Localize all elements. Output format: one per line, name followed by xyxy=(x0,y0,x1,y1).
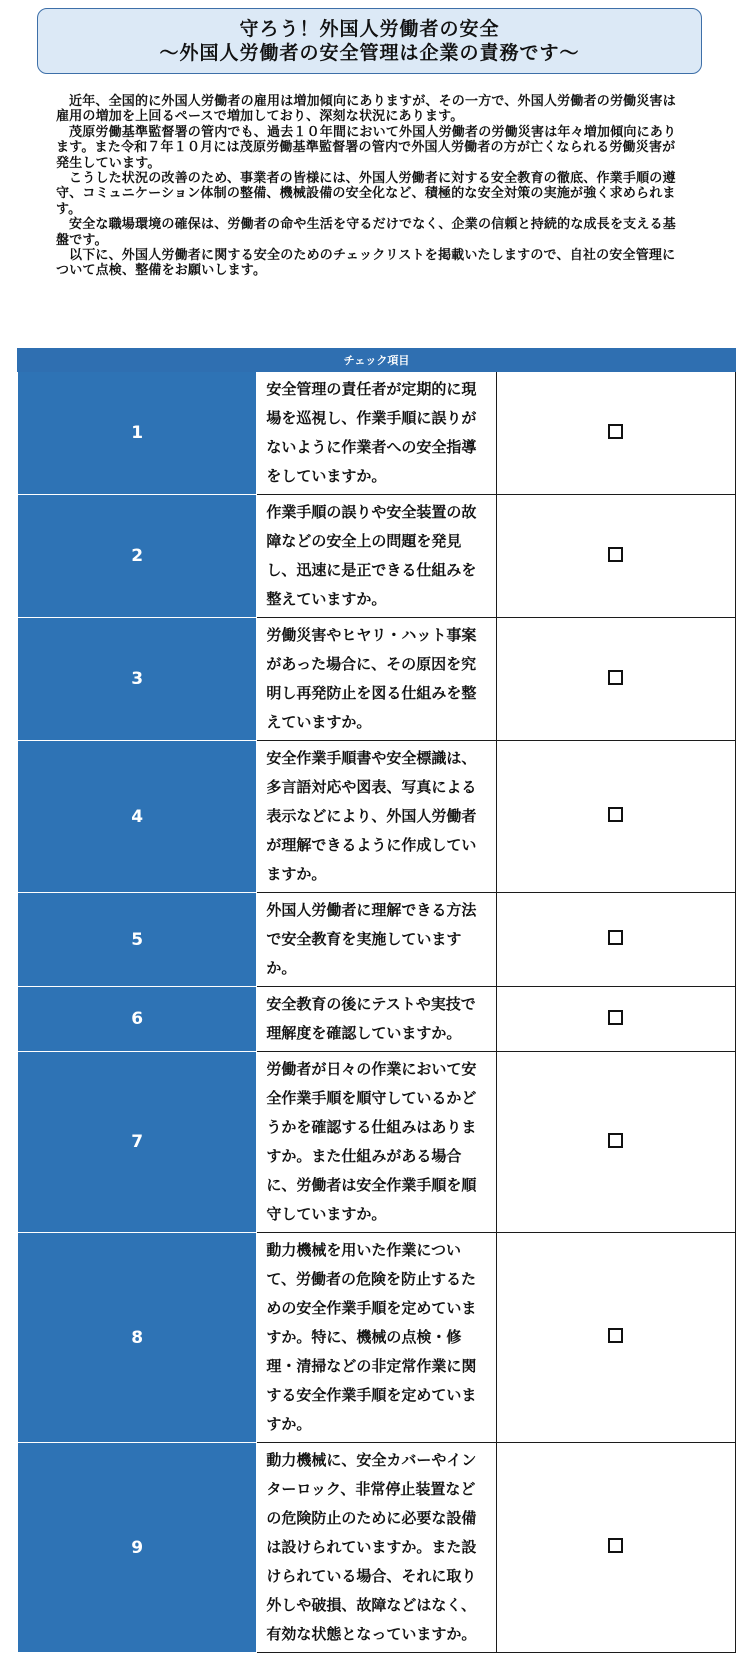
checkbox-cell xyxy=(496,741,735,893)
checklist-row xyxy=(18,893,736,987)
checklist-header: チェック項目 xyxy=(18,349,736,372)
checkbox-cell xyxy=(496,987,735,1052)
item-number: 1 xyxy=(18,372,257,495)
item-number: 2 xyxy=(18,495,257,618)
intro-paragraph: 以下に、外国人労働者に関する安全のためのチェックリストを掲載いたしますので、自社の安全管理について点検、整備をお願いします。 xyxy=(56,248,676,279)
checkbox[interactable] xyxy=(608,930,623,945)
item-question: 安全教育の後にテストや実技で理解度を確認していますか。 xyxy=(257,987,496,1052)
checkbox[interactable] xyxy=(608,807,623,822)
item-question: 動力機械を用いた作業について、労働者の危険を防止するための安全作業手順を定めていますか。特に、機械の点検・修理・清掃などの非定常作業に関する安全作業手順を定めていますか。 xyxy=(257,1233,496,1443)
intro-paragraph: 茂原労働基準監督署の管内でも、過去１０年間において外国人労働者の労働災害は年々増加傾向にあります。また令和７年１０月には茂原労働基準監督署の管内で外国人労働者の方が亡くなられる労働災害が発生しています。 xyxy=(56,124,677,171)
item-question: 動力機械に、安全カバーやインターロック、非常停止装置などの危険防止のために必要な設備は設けられていますか。また設けられている場合、それに取り外しや破損、故障などはなく、有効な状態となっていますか。 xyxy=(257,1443,496,1653)
checkbox[interactable] xyxy=(608,424,623,439)
item-question: 外国人労働者に理解できる方法で安全教育を実施していますか。 xyxy=(257,893,496,987)
checkbox-cell xyxy=(496,1052,735,1233)
checklist-row xyxy=(18,372,736,495)
checklist-row xyxy=(18,987,736,1052)
checkbox[interactable] xyxy=(608,670,623,685)
checkbox-cell xyxy=(496,372,735,495)
item-number: 3 xyxy=(18,618,257,741)
checkbox[interactable] xyxy=(608,1328,623,1343)
checkbox-cell xyxy=(496,893,735,987)
intro-paragraph: 安全な職場環境の確保は、労働者の命や生活を守るだけでなく、企業の信頼と持続的な成長を支える基盤です。 xyxy=(56,217,676,248)
item-question: 安全作業手順書や安全標識は、多言語対応や図表、写真による表示などにより、外国人労働者が理解できるように作成していますか。 xyxy=(257,741,496,893)
checklist-row xyxy=(18,618,736,741)
checkbox-cell xyxy=(496,1233,735,1443)
checkbox-cell xyxy=(496,1443,735,1653)
item-question: 作業手順の誤りや安全装置の故障などの安全上の問題を発見し、迅速に是正できる仕組みを整えていますか。 xyxy=(257,495,496,618)
checkbox[interactable] xyxy=(608,1538,623,1553)
checkbox[interactable] xyxy=(608,1133,623,1148)
item-number: 5 xyxy=(18,893,257,987)
checkbox[interactable] xyxy=(608,1010,623,1025)
item-number: 7 xyxy=(18,1052,257,1233)
item-question: 労働災害やヒヤリ・ハット事案があった場合に、その原因を究明し再発防止を図る仕組みを整えていますか。 xyxy=(257,618,496,741)
checklist-row xyxy=(18,1052,736,1233)
item-number: 6 xyxy=(18,987,257,1052)
checklist-header-row xyxy=(18,349,736,372)
item-number: 8 xyxy=(18,1233,257,1443)
intro-paragraph: こうした状況の改善のため、事業者の皆様には、外国人労働者に対する安全教育の徹底、作業手順の遵守、コミュニケーション体制の整備、機械設備の安全化など、積極的な安全対策の実施が強く求められます。 xyxy=(56,171,676,217)
checkbox-cell xyxy=(496,495,735,618)
checkbox[interactable] xyxy=(608,547,623,562)
checklist-table xyxy=(17,348,736,1653)
checklist-row xyxy=(18,1233,736,1443)
checklist-row xyxy=(18,1443,736,1653)
checklist-row xyxy=(18,495,736,618)
item-question: 労働者が日々の作業において安全作業手順を順守しているかどうかを確認する仕組みはありますか。また仕組みがある場合に、労働者は安全作業手順を順守していますか。 xyxy=(257,1052,496,1233)
page-subtitle: ～外国人労働者の安全管理は企業の責務です～ xyxy=(159,42,580,64)
title-box xyxy=(37,8,702,74)
item-question: 安全管理の責任者が定期的に現場を巡視し、作業手順に誤りがないように作業者への安全指導をしていますか。 xyxy=(257,372,496,495)
checklist-row xyxy=(18,741,736,893)
intro-text xyxy=(56,94,684,279)
checkbox-cell xyxy=(496,618,735,741)
intro-paragraph: 近年、全国的に外国人労働者の雇用は増加傾向にありますが、その一方で、外国人労働者の労働災害は雇用の増加を上回るペースで増加しており、深刻な状況にあります。 xyxy=(56,94,676,125)
page-title: 守ろう！外国人労働者の安全 xyxy=(239,18,500,40)
item-number: 4 xyxy=(18,741,257,893)
item-number: 9 xyxy=(18,1443,257,1653)
